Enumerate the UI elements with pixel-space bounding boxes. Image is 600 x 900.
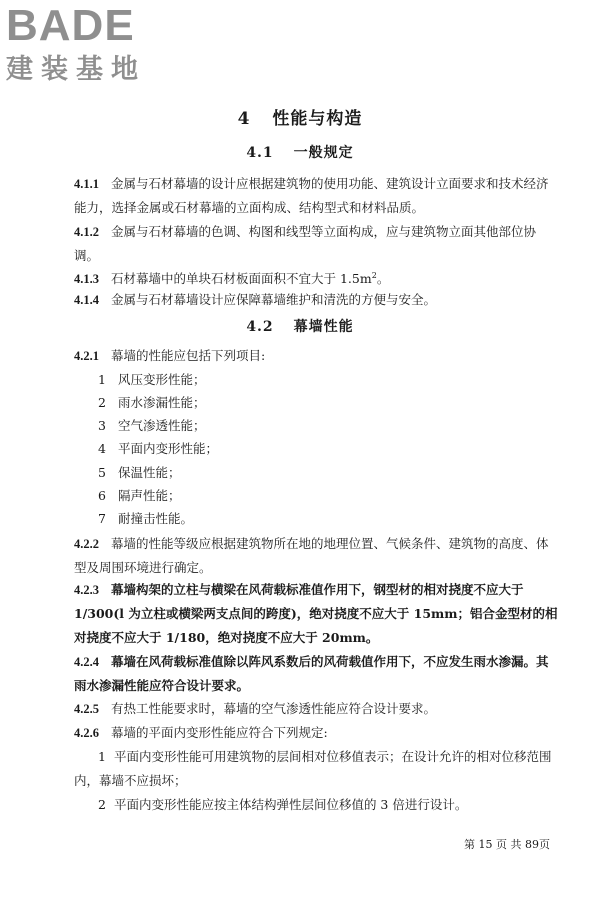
clause-text: 金属与石材幕墙设计应保障幕墙维护和清洗的方便与安全。 xyxy=(111,292,437,307)
item-number: 2 xyxy=(98,395,106,410)
clause-4-2-6 xyxy=(74,721,560,745)
clause-4-2-4 xyxy=(74,650,560,698)
clause-text: 幕墙构架的立柱与横梁在风荷载标准值作用下，钢型材的相对挠度不应大于1/300(l 为立柱或横梁两支点间的跨度)，绝对挠度不应大于 15mm；铝合金型材的相对挠度不应大于 1/180，绝对挠度不应大于 20mm。 xyxy=(74,582,558,645)
item-number: 1 xyxy=(98,749,106,764)
clause-text-end: 。 xyxy=(376,271,390,287)
clause-number: 4.2.3 xyxy=(74,583,99,597)
section-number: 4.2 xyxy=(246,319,274,335)
clause-number: 4.1.4 xyxy=(74,293,99,307)
clause-number: 4.1.2 xyxy=(74,225,99,239)
clause-number: 4.2.1 xyxy=(74,349,99,363)
clause-text: 幕墙的平面内变形性能应符合下列规定: xyxy=(111,725,328,740)
clause-4-2-3 xyxy=(74,578,560,650)
section-title: 幕墙性能 xyxy=(293,319,354,335)
list-item xyxy=(98,507,560,531)
item-text: 平面内变形性能； xyxy=(118,441,219,456)
list-item xyxy=(98,461,560,485)
chapter-title xyxy=(0,104,600,129)
clause-text: 金属与石材幕墙的色调、构图和线型等立面构成，应与建筑物立面其他部位协调。 xyxy=(74,224,537,263)
list-item xyxy=(98,484,560,508)
chapter-number: 4 xyxy=(237,109,251,129)
clause-text: 幕墙的性能应包括下列项目: xyxy=(111,348,266,363)
clause-4-2-5 xyxy=(74,697,560,721)
item-number: 4 xyxy=(98,441,106,456)
item-text: 平面内变形性能应按主体结构弹性层间位移值的 3 倍进行设计。 xyxy=(113,797,468,812)
sub-item xyxy=(74,793,560,817)
item-text: 空气渗透性能； xyxy=(118,418,206,433)
item-number: 7 xyxy=(98,511,106,526)
page-number-footer: 第 15 页 共 89页 xyxy=(464,838,550,851)
section-heading-4-1 xyxy=(0,142,600,162)
list-item xyxy=(98,414,560,438)
clause-4-1-2 xyxy=(74,220,560,268)
list-item xyxy=(98,437,560,461)
item-text: 隔声性能； xyxy=(118,488,181,503)
chapter-title-text: 性能与构造 xyxy=(272,109,363,129)
clause-4-1-1 xyxy=(74,172,560,220)
item-text: 耐撞击性能。 xyxy=(118,511,194,526)
list-item xyxy=(98,368,560,392)
clause-number: 4.2.5 xyxy=(74,702,99,716)
clause-number: 4.2.6 xyxy=(74,726,99,740)
clause-text: 石材幕墙中的单块石材板面面积不宜大于 1.5m xyxy=(111,271,372,287)
logo-subtitle: 建装基地 xyxy=(6,54,146,85)
bade-logo xyxy=(6,1,176,90)
logo-wordmark: BADE xyxy=(6,1,135,50)
item-number: 2 xyxy=(98,797,106,812)
clause-4-2-1 xyxy=(74,344,560,368)
clause-text: 幕墙的性能等级应根据建筑物所在地的地理位置、气候条件、建筑物的高度、体型及周围环境进行确定。 xyxy=(74,536,549,575)
item-text: 风压变形性能； xyxy=(118,372,206,387)
clause-number: 4.1.1 xyxy=(74,177,99,191)
item-number: 1 xyxy=(98,372,106,387)
clause-text: 金属与石材幕墙的设计应根据建筑物的使用功能、建筑设计立面要求和技术经济能力，选择金属或石材幕墙的立面构成、结构型式和材料品质。 xyxy=(74,176,549,215)
superscript: 2 xyxy=(371,271,377,280)
item-text: 保温性能； xyxy=(118,465,181,480)
item-text: 平面内变形性能可用建筑物的层间相对位移值表示；在设计允许的相对位移范围内，幕墙不应损坏； xyxy=(74,749,552,788)
clause-4-2-2 xyxy=(74,532,560,580)
clause-number: 4.2.4 xyxy=(74,655,99,669)
clause-4-1-4 xyxy=(74,288,560,312)
clause-text: 有热工性能要求时，幕墙的空气渗透性能应符合设计要求。 xyxy=(111,701,437,716)
sub-item xyxy=(74,745,560,793)
section-number: 4.1 xyxy=(246,145,274,161)
clause-number: 4.1.3 xyxy=(74,272,99,287)
list-item xyxy=(98,391,560,415)
item-number: 5 xyxy=(98,465,106,480)
clause-text: 幕墙在风荷载标准值除以阵风系数后的风荷载值作用下，不应发生雨水渗漏。其雨水渗漏性能应符合设计要求。 xyxy=(74,654,549,693)
section-heading-4-2 xyxy=(0,316,600,336)
section-title: 一般规定 xyxy=(293,145,354,161)
item-text: 雨水渗漏性能； xyxy=(118,395,206,410)
clause-number: 4.2.2 xyxy=(74,537,99,551)
item-number: 3 xyxy=(98,418,106,433)
item-number: 6 xyxy=(98,488,106,503)
